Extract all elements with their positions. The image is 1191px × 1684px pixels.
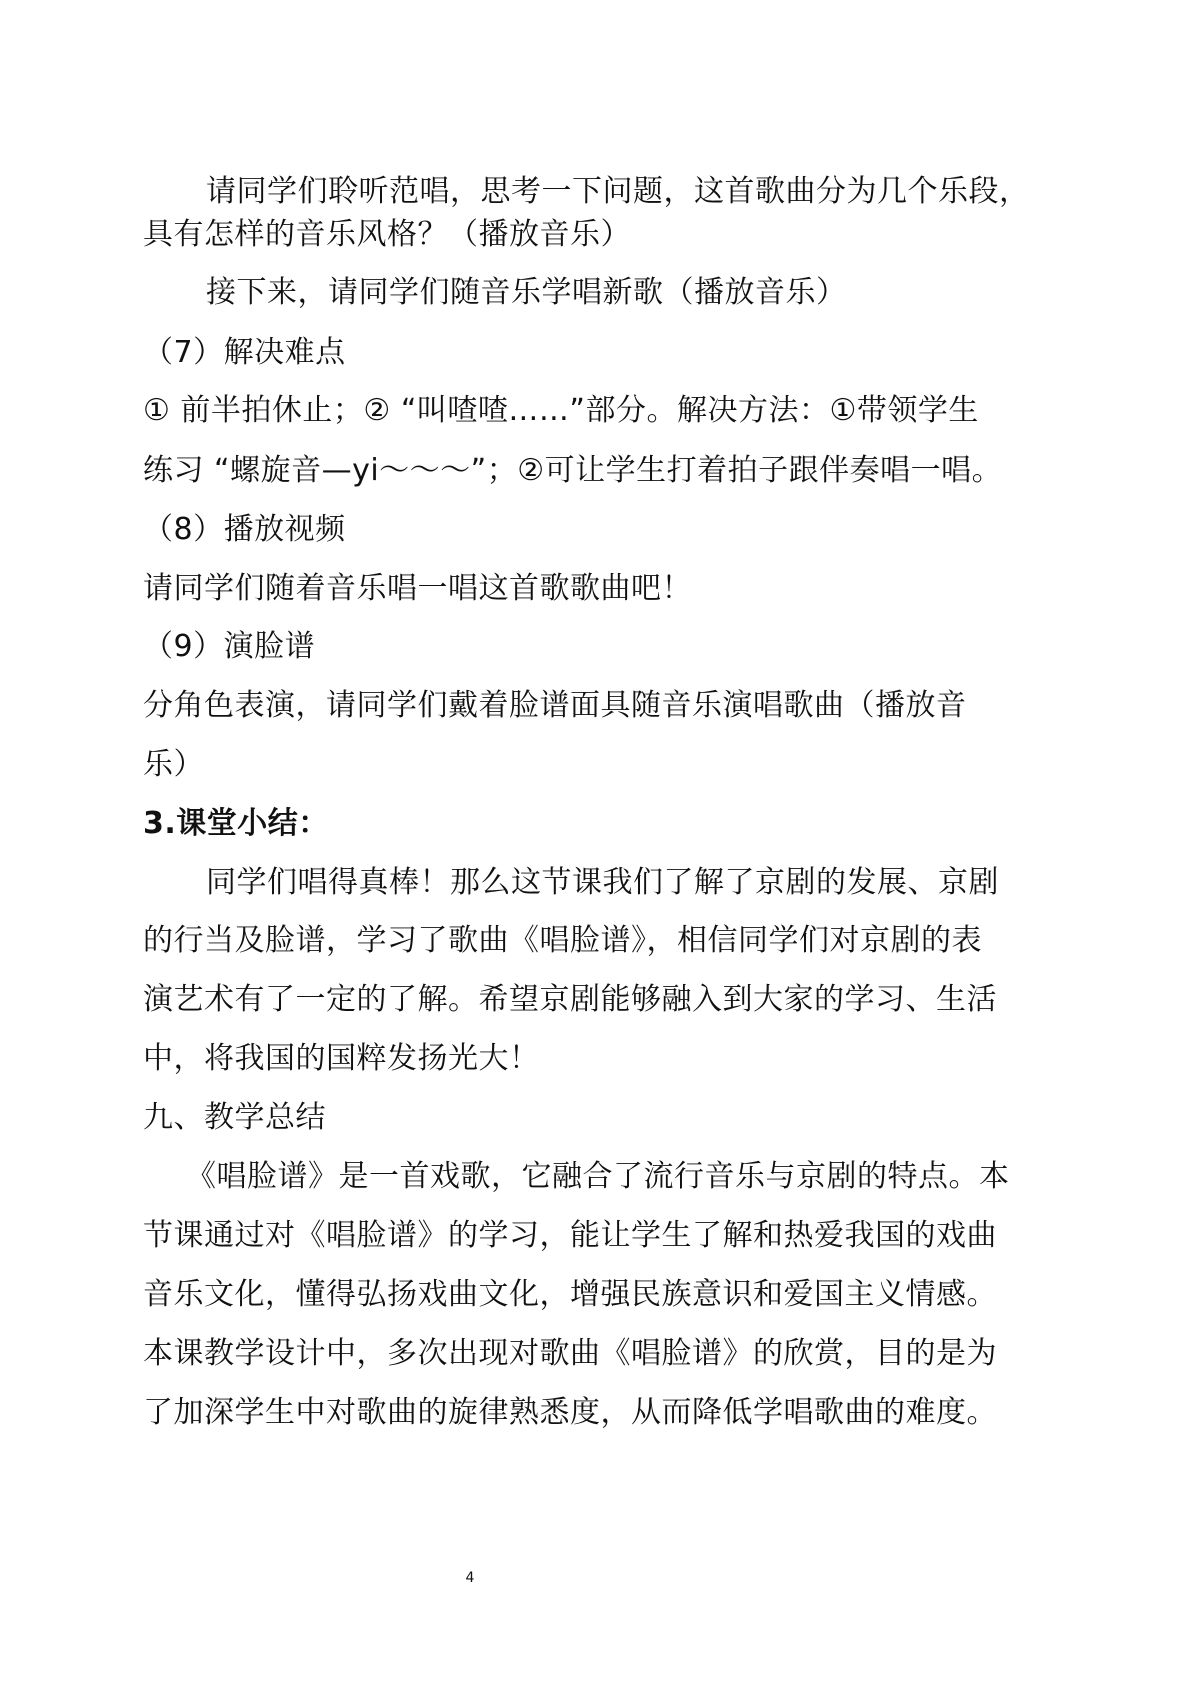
paragraph-line: 演艺术有了一定的了解。希望京剧能够融入到大家的学习、生活 (143, 982, 997, 1017)
paragraph-line: 音乐文化，懂得弘扬戏曲文化，增强民族意识和爱国主义情感。 (143, 1277, 997, 1312)
paragraph-line: 乐） (143, 747, 204, 782)
paragraph-line: 本课教学设计中，多次出现对歌曲《唱脸谱》的欣赏，目的是为 (143, 1336, 997, 1371)
paragraph-line: 中，将我国的国粹发扬光大！ (143, 1041, 540, 1076)
section-title: 九、教学总结 (143, 1100, 326, 1135)
paragraph-line: 分角色表演，请同学们戴着脸谱面具随音乐演唱歌曲（播放音 (143, 688, 967, 723)
paragraph-line: 的行当及脸谱，学习了歌曲《唱脸谱》，相信同学们对京剧的表 (143, 923, 982, 958)
paragraph-line: 了加深学生中对歌曲的旋律熟悉度，从而降低学唱歌曲的难度。 (143, 1395, 997, 1430)
paragraph-line: 节课通过对《唱脸谱》的学习，能让学生了解和热爱我国的戏曲 (143, 1218, 997, 1253)
paragraph-line: 请同学们随着音乐唱一唱这首歌歌曲吧！ (143, 571, 692, 606)
paragraph-line: 具有怎样的音乐风格？（播放音乐） (143, 217, 631, 252)
paragraph-line: 请同学们聆听范唱，思考一下问题，这首歌曲分为几个乐段， (206, 174, 1030, 209)
paragraph-line: 练习 “螺旋音—yi～～～”；②可让学生打着拍子跟伴奏唱一唱。 (143, 453, 1003, 488)
page-number: 4 (465, 1570, 475, 1586)
paragraph-line: 同学们唱得真棒！那么这节课我们了解了京剧的发展、京剧 (206, 865, 999, 900)
section-heading: （9）演脸谱 (143, 629, 316, 664)
paragraph-line: 接下来，请同学们随音乐学唱新歌（播放音乐） (206, 275, 847, 310)
paragraph-line: ① 前半拍休止；② “叫喳喳……”部分。解决方法：①带领学生 (143, 393, 979, 428)
section-heading: （7）解决难点 (143, 335, 346, 370)
section-heading: （8）播放视频 (143, 512, 346, 547)
section-title: 3.课堂小结： (143, 806, 329, 841)
paragraph-line: 《唱脸谱》是一首戏歌，它融合了流行音乐与京剧的特点。本 (186, 1159, 1010, 1194)
